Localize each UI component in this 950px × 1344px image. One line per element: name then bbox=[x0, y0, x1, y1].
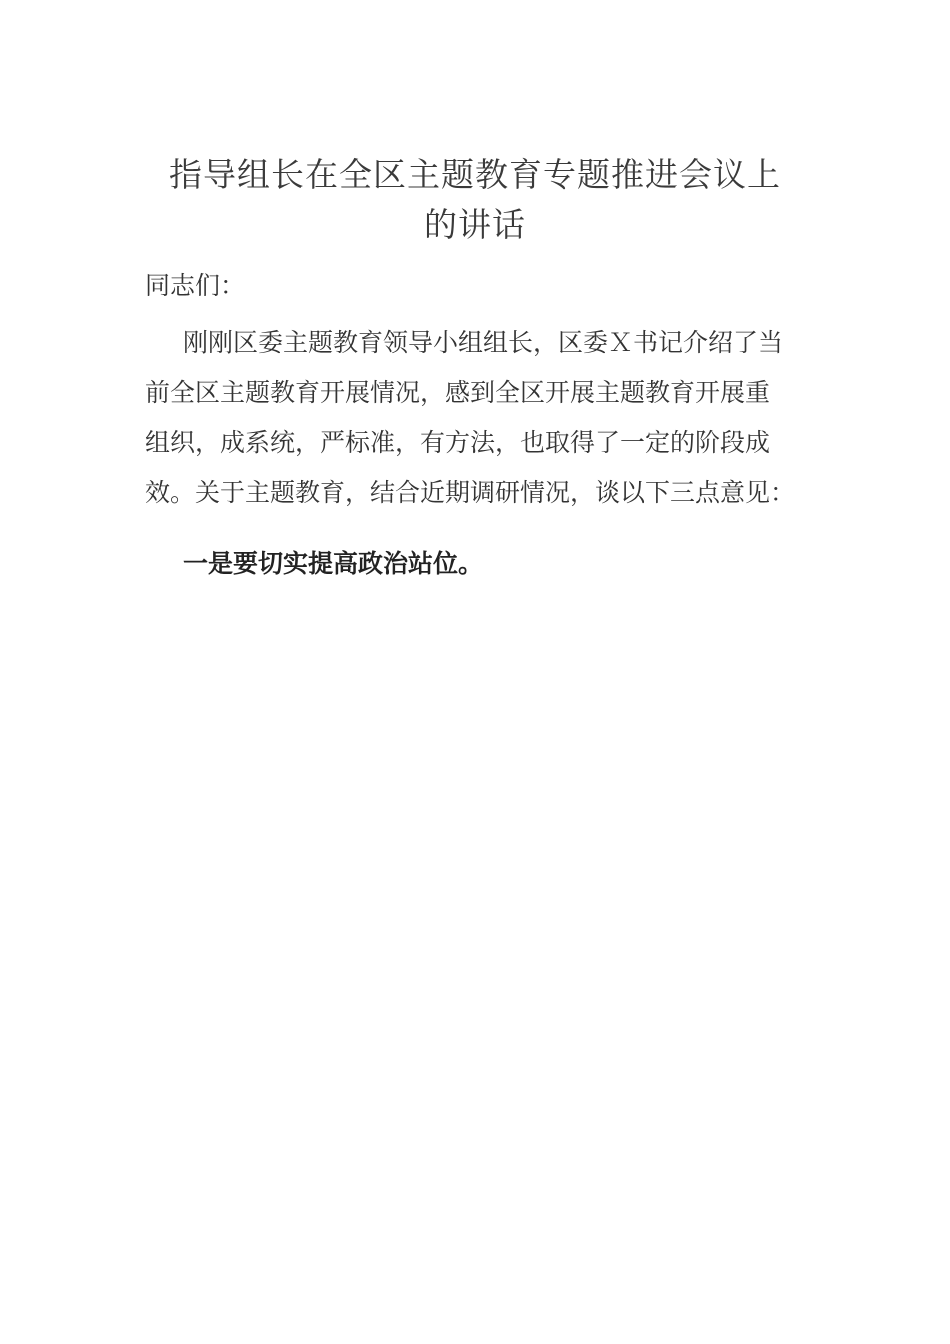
body-paragraph bbox=[145, 318, 810, 518]
document-title bbox=[140, 150, 810, 250]
section-heading: 一是要切实提高政治站位。 bbox=[183, 549, 484, 578]
paragraph-line: 前全区主题教育开展情况，感到全区开展主题教育开展重 bbox=[145, 378, 771, 407]
paragraph-line: 效。关于主题教育，结合近期调研情况，谈以下三点意见： bbox=[145, 478, 796, 507]
title-line-1: 指导组长在全区主题教育专题推进会议上 bbox=[169, 155, 781, 194]
salutation: 同志们： bbox=[145, 271, 246, 300]
paragraph-line: 刚刚区委主题教育领导小组组长，区委Ｘ书记介绍了当 bbox=[183, 328, 784, 357]
title-line-2: 的讲话 bbox=[424, 205, 526, 244]
paragraph-line: 组织，成系统，严标准，有方法，也取得了一定的阶段成 bbox=[145, 428, 771, 457]
